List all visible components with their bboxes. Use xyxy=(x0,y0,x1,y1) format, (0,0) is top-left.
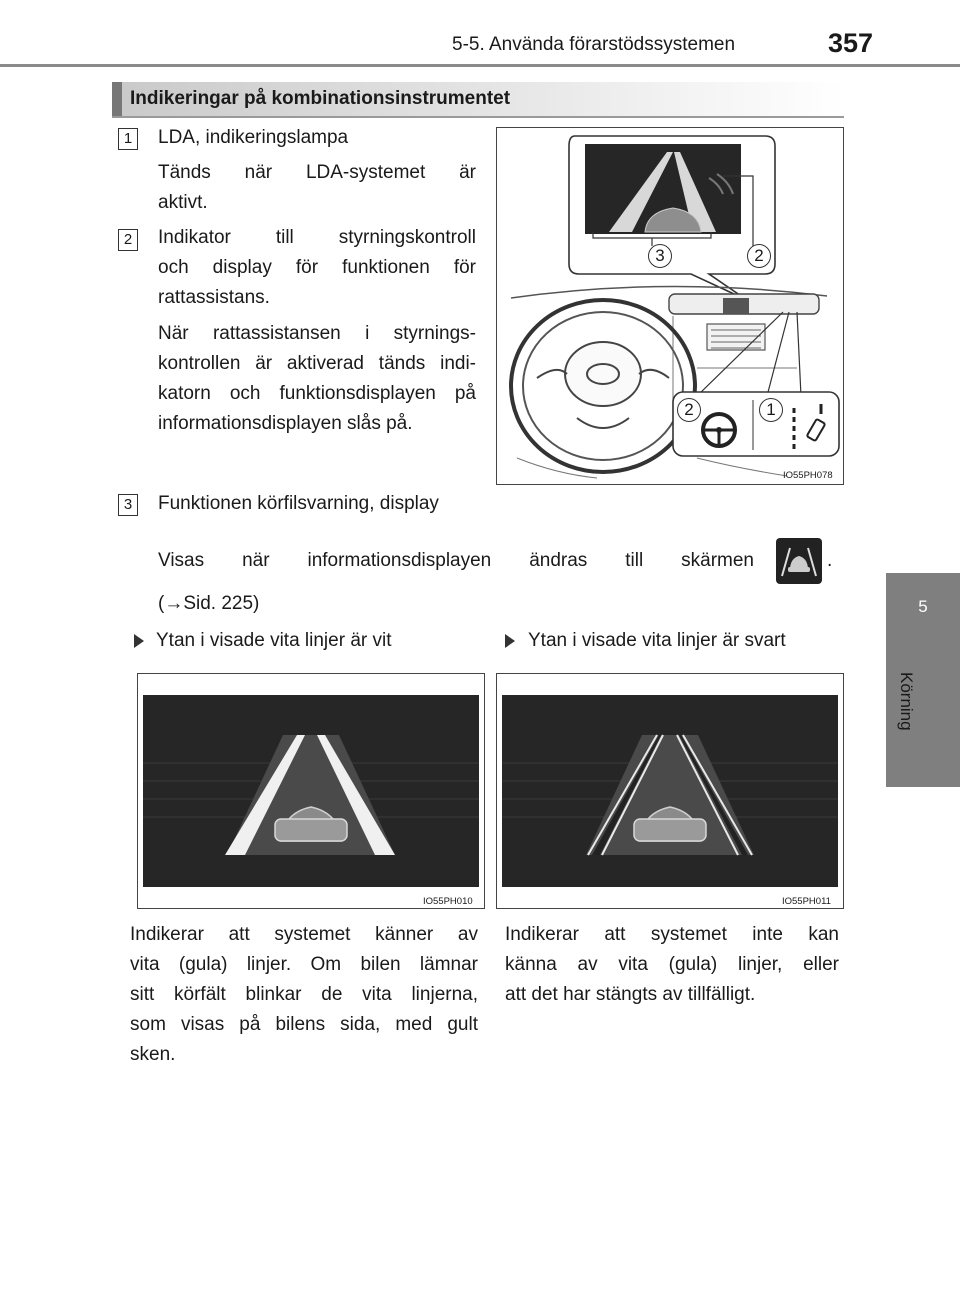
panel-1-desc-line: sken. xyxy=(130,1044,176,1065)
panel-2-desc-line: känna av vita (gula) linjer, eller xyxy=(505,954,839,975)
section-heading: Indikeringar på kombinationsinstrumentet xyxy=(130,88,511,109)
panel-2-figure xyxy=(496,673,844,909)
callout-1: 1 xyxy=(759,398,783,422)
lane-screen-icon xyxy=(776,538,822,584)
callout-2: 2 xyxy=(747,244,771,268)
panel-1-code: IO55PH010 xyxy=(423,896,473,907)
item-3-body-end: . xyxy=(827,550,833,571)
callout-3: 3 xyxy=(648,244,672,268)
panel-1-desc-line: som visas på bilens sida, med gult xyxy=(130,1014,478,1035)
chapter-tab-number: 5 xyxy=(918,597,928,616)
triangle-bullet-icon xyxy=(505,634,515,648)
panel-1-desc-line: vita (gula) linjer. Om bilen lämnar xyxy=(130,954,478,975)
item-1-body-line: Tänds när LDA-systemet är xyxy=(158,162,476,183)
panel-1-title: Ytan i visade vita linjer är vit xyxy=(156,630,392,651)
panel-2-desc-line: Indikerar att systemet inte kan xyxy=(505,924,839,945)
callout-2: 2 xyxy=(677,398,701,422)
item-number-2: 2 xyxy=(118,229,138,251)
item-2-body-line: När rattassistansen i styrnings- xyxy=(158,323,476,344)
chapter-tab-label: Körning xyxy=(897,672,916,731)
item-2-body-line: katorn och funktionsdisplayen på xyxy=(158,383,476,404)
item-3-body-line: Visas när informationsdisplayen ändras till skärmen xyxy=(158,550,754,571)
panel-1-figure xyxy=(137,673,485,909)
item-2-body-line: informationsdisplayen slås på. xyxy=(158,413,413,434)
item-3-title: Funktionen körfilsvarning, display xyxy=(158,493,439,514)
item-number-1: 1 xyxy=(118,128,138,150)
panel-2-screen xyxy=(502,695,838,887)
heading-underline xyxy=(112,116,844,118)
item-1-title: LDA, indikeringslampa xyxy=(158,127,349,148)
panel-2-code: IO55PH011 xyxy=(782,896,831,907)
item-2-title-line: och display för funktionen för xyxy=(158,257,476,278)
item-2-title-line: rattassistans. xyxy=(158,287,270,308)
item-2-body-line: kontrollen är aktiverad tänds indi- xyxy=(158,353,476,374)
panel-2-title: Ytan i visade vita linjer är svart xyxy=(528,630,786,651)
item-number-3: 3 xyxy=(118,494,138,516)
panel-1-screen xyxy=(143,695,479,887)
item-2-title-line: Indikator till styrningskontroll xyxy=(158,227,476,248)
heading-marker xyxy=(112,82,122,116)
item-3-page-ref: (→Sid. 225) xyxy=(158,593,260,614)
panel-2-desc-line: att det har stängts av tillfälligt. xyxy=(505,984,756,1005)
page-number: 357 xyxy=(828,28,874,58)
panel-1-desc-line: sitt körfält blinkar de vita linjerna, xyxy=(130,984,478,1005)
figure-code: IO55PH078 xyxy=(783,470,833,481)
section-title: 5-5. Använda förarstödssystemen xyxy=(452,34,736,55)
header-rule xyxy=(0,64,960,67)
item-1-body-line: aktivt. xyxy=(158,192,208,213)
panel-1-desc-line: Indikerar att systemet känner av xyxy=(130,924,478,945)
triangle-bullet-icon xyxy=(134,634,144,648)
dashboard-figure xyxy=(496,127,844,485)
dashboard-illustration xyxy=(497,128,843,484)
